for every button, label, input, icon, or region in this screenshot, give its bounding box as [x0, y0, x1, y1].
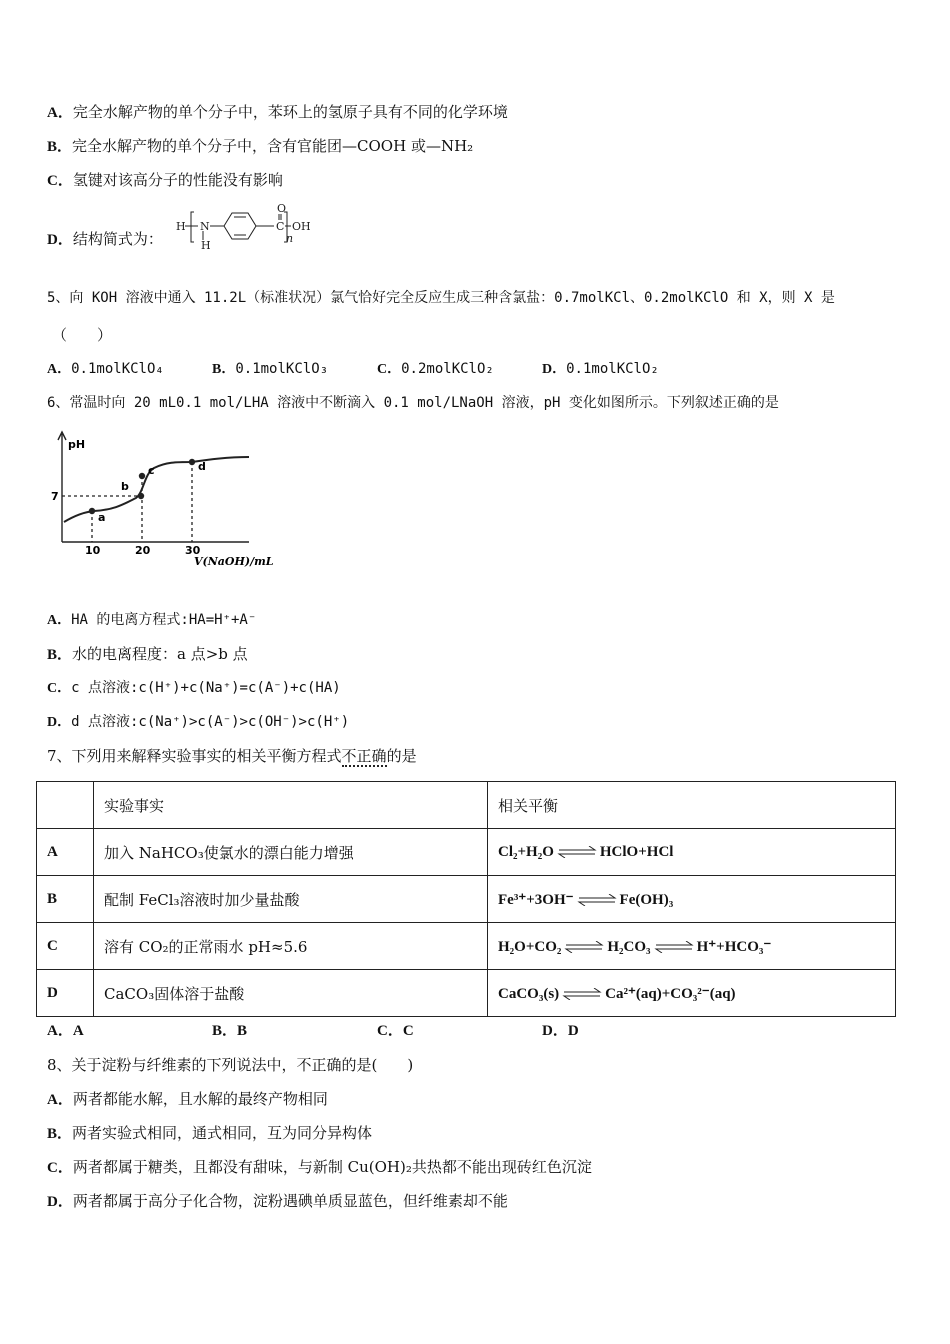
structure-n: N [200, 220, 210, 233]
y-tick-label: 7 [51, 490, 59, 503]
q5-stem: 5、向 KOH 溶液中通入 11.2L（标准状况）氯气恰好完全反应生成三种含氯盐：0.7molKCl、0.2molKClO 和 X，则 X 是 [47, 290, 835, 306]
structure-oh: OH [292, 220, 311, 233]
x-tick-label: 10 [85, 544, 101, 557]
q6-option-c: C．c 点溶液:c(H⁺)+c(Na⁺)=c(A⁻)+c(HA) [47, 680, 341, 696]
q6-stem: 6、常温时向 20 mL0.1 mol/LHA 溶液中不断滴入 0.1 mol/LNaOH 溶液，pH 变化如图所示。下列叙述正确的是 [47, 395, 779, 411]
q7-equilibrium-table [36, 781, 896, 1017]
data-point-d [189, 459, 195, 465]
polymer-structure-formula [174, 202, 324, 254]
table-row: C 溶有 CO₂的正常雨水 pH≈5.6 H₂O+CO₂ H₂CO₃ H⁺+HCO₃⁻ [37, 923, 896, 970]
point-label-c: c [148, 464, 155, 477]
table-row: D CaCO₃固体溶于盐酸 CaCO₃(s) Ca²⁺(aq)+CO₃²⁻(aq) [37, 970, 896, 1017]
point-label-a: a [98, 511, 106, 524]
table-header-cell [37, 782, 94, 829]
q7-options [47, 1021, 579, 1041]
structure-h-left: H [176, 220, 186, 233]
q6-option-d: D．d 点溶液:c(Na⁺)>c(A⁻)>c(OH⁻)>c(H⁺) [47, 714, 350, 730]
data-point-a [89, 508, 95, 514]
q5-option-b: B．0.1molKClO₃ [212, 361, 329, 377]
q5-answer-paren: （ ） [52, 326, 113, 344]
table-header-cell: 实验事实 [94, 782, 488, 829]
q7-option-b: B．B [212, 1023, 248, 1039]
q7-stem-emphasis: 不正确 [341, 747, 387, 765]
equilibrium-arrow-icon [557, 846, 597, 858]
q4-option-c: C．氢键对该高分子的性能没有影响 [47, 171, 283, 189]
q5-option-d: D．0.1molKClO₂ [542, 361, 659, 377]
point-label-d: d [198, 460, 206, 473]
q7-stem: 7、下列用来解释实验事实的相关平衡方程式不正确的是 [47, 747, 417, 765]
q5-option-c: C．0.2molKClO₂ [377, 361, 494, 377]
table-header-cell: 相关平衡 [488, 782, 896, 829]
q4-option-a: A．完全水解产物的单个分子中，苯环上的氢原子具有不同的化学环境 [47, 103, 508, 121]
q7-option-d: D．D [542, 1023, 579, 1039]
q8-option-a: A．两者都能水解，且水解的最终产物相同 [47, 1090, 328, 1108]
x-tick-label: 20 [135, 544, 151, 557]
q6-option-b: B．水的电离程度：a 点>b 点 [47, 645, 248, 663]
q6-option-a: A．HA 的电离方程式:HA=H⁺+A⁻ [47, 612, 257, 628]
q7-option-c: C．C [377, 1023, 414, 1039]
structure-nh-h: H [201, 239, 211, 252]
q8-stem: 8、关于淀粉与纤维素的下列说法中，不正确的是( ) [47, 1056, 414, 1074]
q7-option-a: A．A [47, 1023, 84, 1039]
q8-option-c: C．两者都属于糖类，且都没有甜味，与新制 Cu(OH)₂共热都不能出现砖红色沉淀 [47, 1158, 592, 1176]
equilibrium-arrow-icon [562, 988, 602, 1000]
structure-c: C [276, 220, 285, 233]
q8-option-b: B．两者实验式相同，通式相同，互为同分异构体 [47, 1124, 373, 1142]
table-row: B 配制 FeCl₃溶液时加少量盐酸 Fe³⁺+3OH⁻ Fe(OH)₃ [37, 876, 896, 923]
data-point-c [139, 473, 145, 479]
x-tick-label: 30 [185, 544, 201, 557]
x-axis-label: V(NaOH)/mL [194, 555, 274, 568]
q4-option-b: B．完全水解产物的单个分子中，含有官能团—COOH 或—NH₂ [47, 137, 474, 155]
table-row: A 加入 NaHCO₃使氯水的漂白能力增强 Cl₂+H₂O HClO+HCl [37, 829, 896, 876]
equilibrium-arrow-icon [564, 941, 604, 953]
data-point-b [138, 493, 144, 499]
equilibrium-arrow-icon [577, 894, 617, 906]
ph-titration-chart [44, 426, 279, 574]
q8-option-d: D．两者都属于高分子化合物，淀粉遇碘单质显蓝色，但纤维素却不能 [47, 1192, 508, 1210]
structure-n-index: n [286, 232, 294, 245]
q5-option-a: A．0.1molKClO₄ [47, 361, 164, 377]
y-axis-label: pH [68, 438, 86, 451]
q4-option-d: D．结构简式为： [47, 230, 163, 248]
structure-o: O [277, 202, 287, 215]
equilibrium-arrow-icon [654, 941, 694, 953]
q5-options [47, 359, 659, 380]
table-header-row [37, 782, 896, 829]
point-label-b: b [121, 480, 129, 493]
